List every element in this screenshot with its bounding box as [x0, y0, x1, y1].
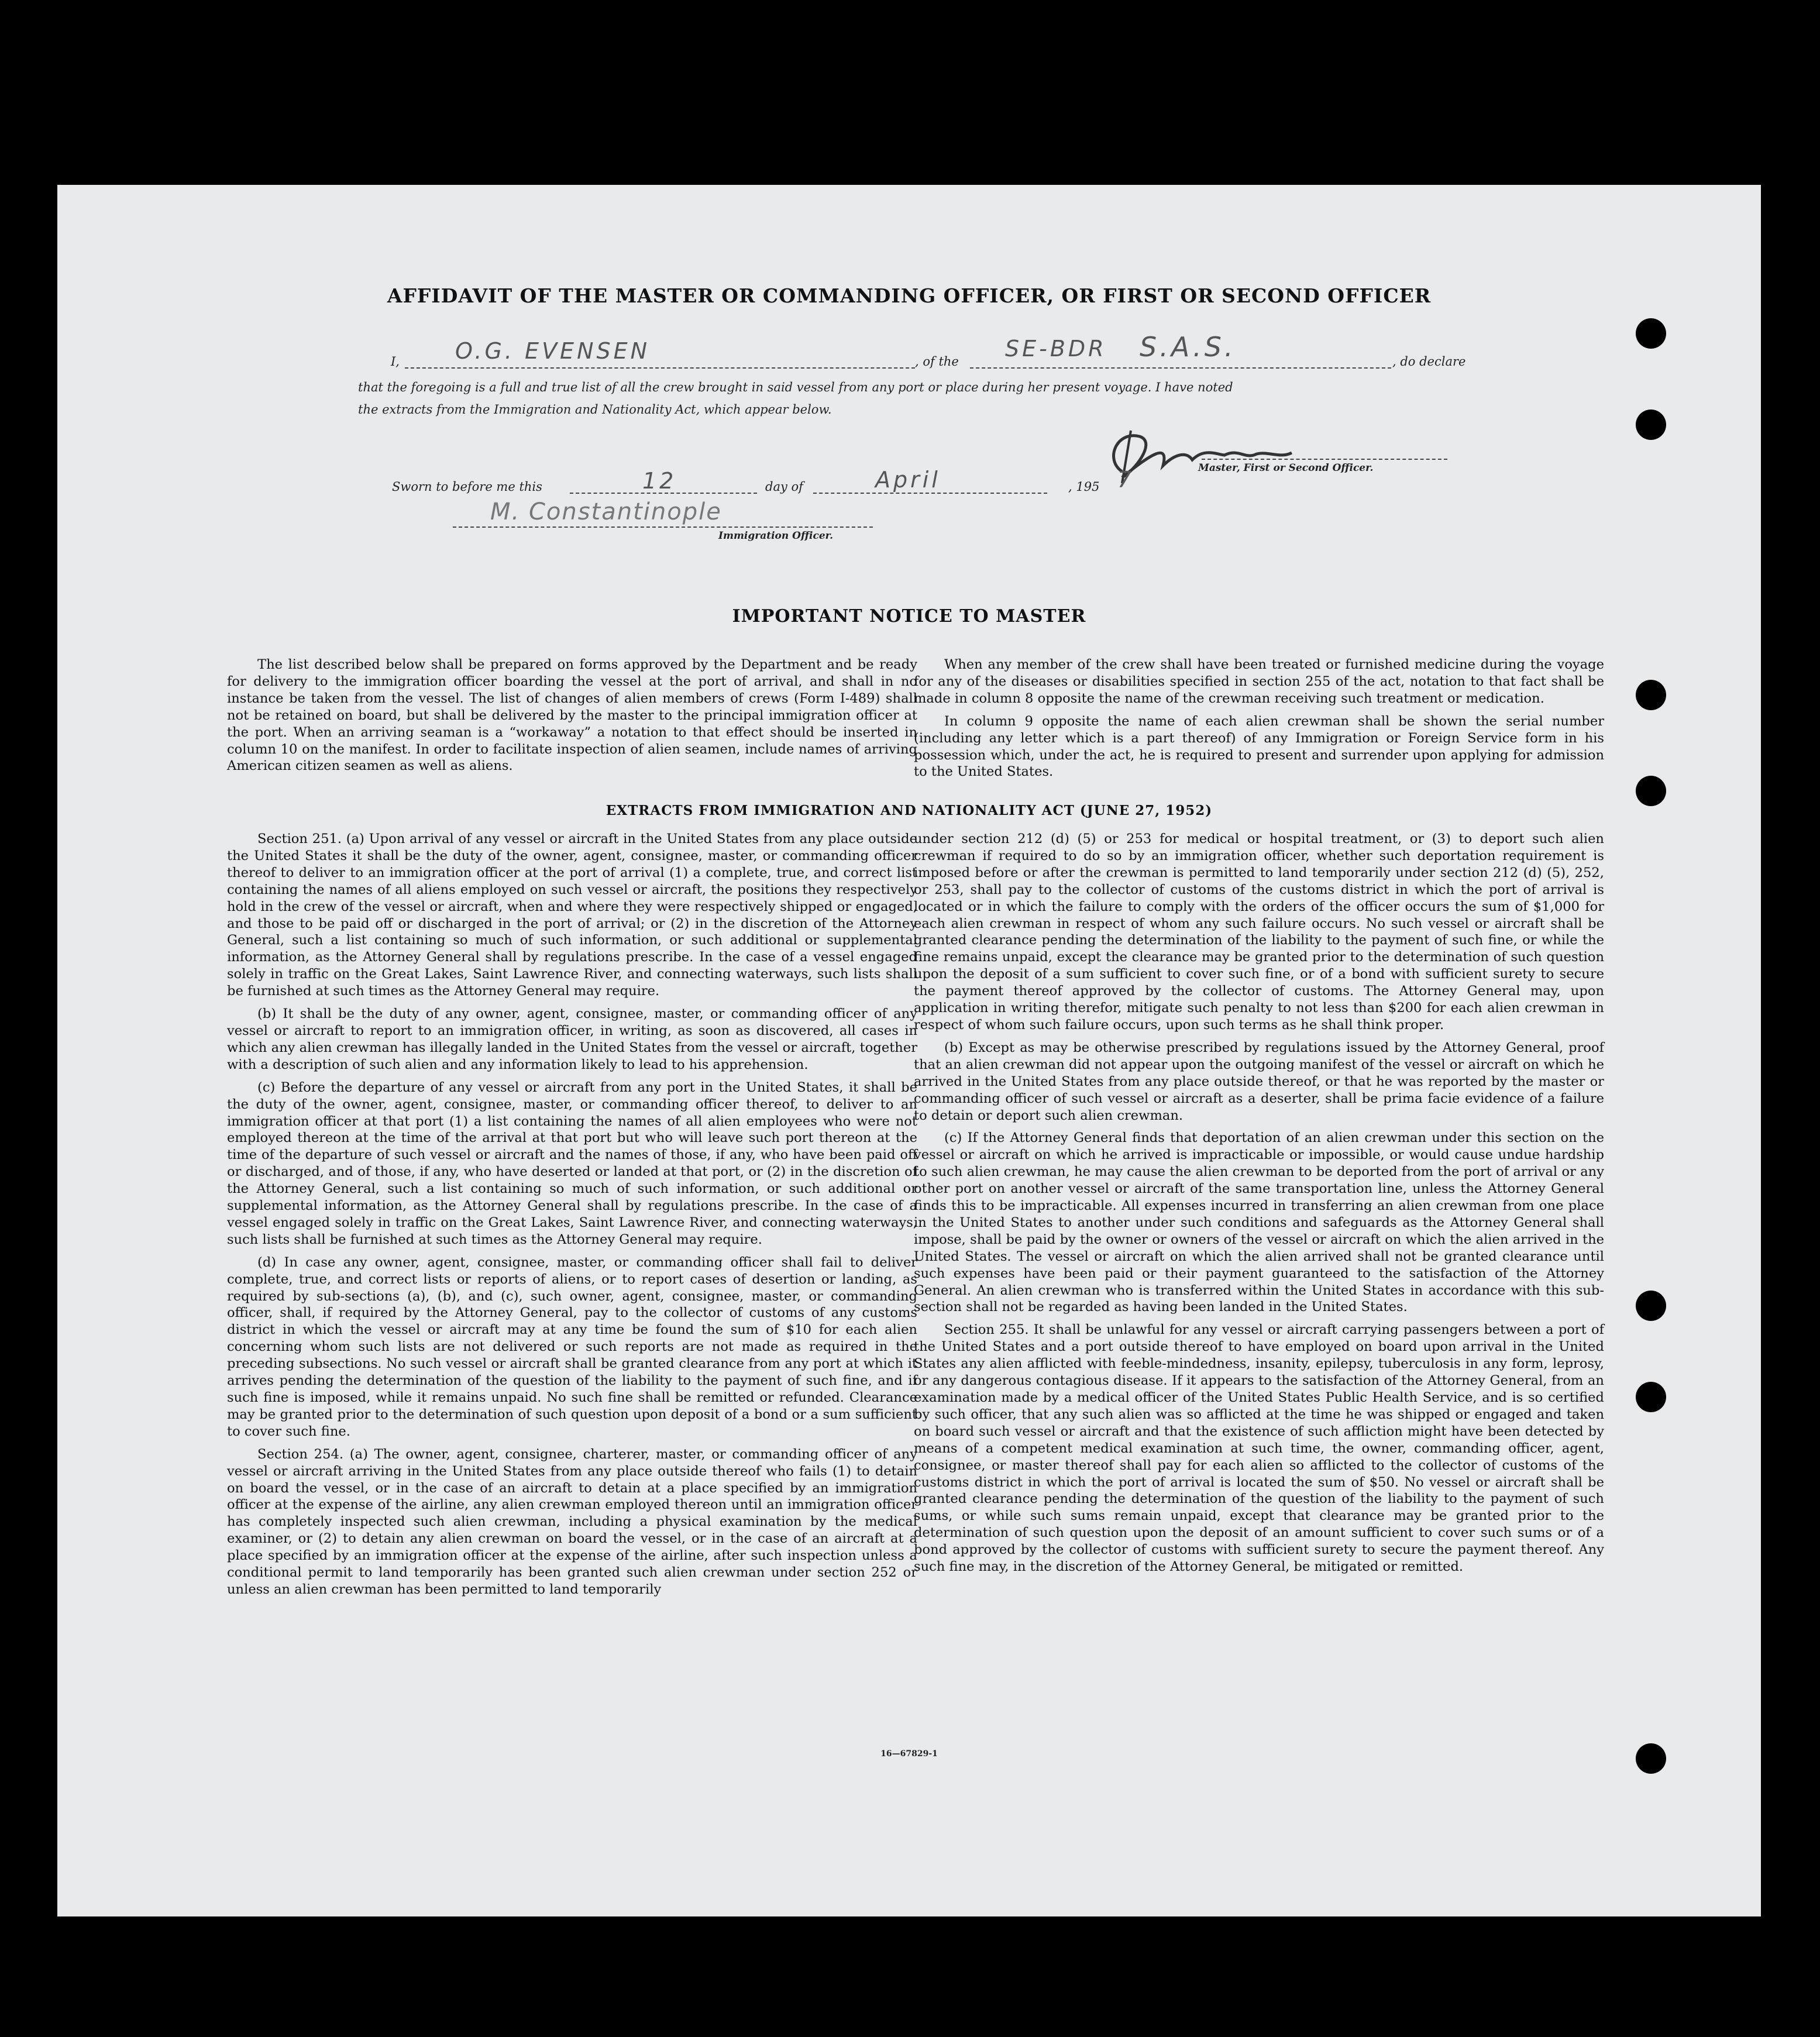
master-caption: Master, First or Second Officer.: [1198, 462, 1374, 474]
punch-hole: [1636, 776, 1666, 806]
notice-left-column: [227, 656, 917, 780]
extract-paragraph: (d) In case any owner, agent, consignee, master, or commanding officer shall fail to deliver complete, true, and correct lists or reports of aliens, or to report cases of desertion or landing, as required by sub-sections (a), (b), and (c), such owner, agent, consignee, master, or commanding officer, shall, if required by the Attorney General, pay to the collector of customs of any customs district in which the vessel or aircraft may at any time be found the sum of $10 for each alien concerning whom such lists are not delivered or such reports are not made as required in the preceding subsections. No such vessel or aircraft shall be granted clearance from any port at which it arrives pending the determination of the question of the liability to the payment of such fine, and if such fine is imposed, while it remains unpaid. No such fine shall be remitted or refunded. Clearance may be granted prior to the determination of such question upon deposit of a bond or a sum sufficient to cover such fine.: [227, 1254, 917, 1439]
punch-hole: [1636, 1743, 1666, 1774]
affidavit-line-3: the extracts from the Immigration and Nationality Act, which appear below.: [358, 402, 832, 417]
extract-paragraph: (c) If the Attorney General finds that deportation of an alien crewman under this section on the vessel or aircraft on which he arrived is impracticable or impossible, or would cause undue hardship to such alien crewman, he may cause the alien crewman to be deported from the port of arrival or any other port on another vessel or aircraft of the same transportation line, unless the Attorney General finds this to be impracticable. All expenses incurred in transferring an alien crewman from one place in the United States to another under such conditions and safeguards as the Attorney General shall impose, shall be paid by the owner or owners of the vessel or aircraft on which the alien arrived in the United States. The vessel or aircraft on which the alien arrived shall not be granted clearance until such expenses have been paid or their payment guaranteed to the satisfaction of the Attorney General. An alien crewman who is transferred within the United States in accordance with this sub-section shall not be regarded as having been landed in the United States.: [914, 1130, 1604, 1315]
punch-hole: [1636, 410, 1666, 440]
sworn-label: Sworn to before me this: [392, 480, 542, 494]
extract-paragraph: Section 254. (a) The owner, agent, consignee, charterer, master, or commanding officer of any vessel or aircraft arriving in the United States from any place outside thereof who fails (1) to detain on board the vessel, or in the case of an aircraft to detain at a place specified by an immigration officer at the expense of the airline, any alien crewman employed thereon until an immigration officer has completely inspected such alien crewman, including a physical examination by the medical examiner, or (2) to detain any alien crewman on board the vessel, or in the case of an aircraft at a place specified by an immigration officer at the expense of the airline, after such inspection unless a conditional permit to land temporarily has been granted such alien crewman under section 252 or unless an alien crewman has been permitted to land temporarily: [227, 1446, 917, 1597]
affidavit-i: I,: [391, 355, 400, 369]
punch-hole: [1636, 318, 1666, 349]
punch-hole: [1636, 1291, 1666, 1321]
notice-title: IMPORTANT NOTICE TO MASTER: [732, 606, 1086, 627]
year-handwritten: 7: [1117, 467, 1135, 493]
officer-signature-blank: [453, 527, 873, 528]
affidavit-declare: , do declare: [1392, 355, 1466, 369]
form-number: 16—67829-1: [880, 1749, 938, 1759]
month-handwritten: April: [875, 467, 941, 493]
affidavit-of-the: , of the: [915, 355, 959, 369]
vessel-suffix-handwritten: S.A.S.: [1140, 331, 1236, 363]
document-page: [57, 185, 1761, 1916]
day-label: day of: [765, 480, 803, 494]
affidavit-line-2: that the foregoing is a full and true list of all the crew brought in said vessel from any port or place during her present voyage. I have noted: [358, 380, 1233, 394]
master-name-handwritten: O.G. EVENSEN: [455, 338, 651, 364]
vessel-blank: [970, 367, 1391, 369]
extract-paragraph: Section 255. It shall be unlawful for any vessel or aircraft carrying passengers between a port of the United States and a port outside thereof to have employed on board upon arrival in the United States any alien afflicted with feeble-mindedness, insanity, epilepsy, tuberculosis in any form, leprosy, or any dangerous contagious disease. If it appears to the satisfaction of the Attorney General, from an examination made by a medical officer of the United States Public Health Service, and is so certified by such officer, that any such alien was so afflicted at the time he was shipped or engaged and taken on board such vessel or aircraft and that the existence of such affliction might have been detected by means of a competent medical examination at such time, the owner, commanding officer, agent, consignee, or master thereof shall pay for each alien so afflicted to the collector of customs of the customs district in which the port of arrival is located the sum of $50. No vessel or aircraft shall be granted clearance pending the determination of the question of the liability to the payment of such sums, or while such sums remain unpaid, except that clearance may be granted prior to the determination of such question upon the deposit of an amount sufficient to cover such sums or of a bond approved by the collector of customs with sufficient surety to secure the payment thereof. Any such fine may, in the discretion of the Attorney General, be mitigated or remitted.: [914, 1322, 1604, 1575]
name-blank: [405, 367, 915, 369]
notice-paragraph: The list described below shall be prepared on forms approved by the Department and be ready for delivery to the immigration officer boarding the vessel at the port of arrival, and shall in no instance be taken from the vessel. The list of changes of alien members of crews (Form I-489) shall not be retained on board, but shall be delivered by the master to the principal immigration officer at the port. When an arriving seaman is a “workaway” a notation to that effect should be inserted in column 10 on the manifest. In order to facilitate inspection of alien seamen, include names of arriving American citizen seamen as well as aliens.: [227, 657, 917, 774]
notice-right-column: [914, 656, 1604, 786]
punch-hole: [1636, 680, 1666, 710]
month-blank: [813, 493, 1047, 494]
extracts-title: EXTRACTS FROM IMMIGRATION AND NATIONALITY ACT (JUNE 27, 1952): [605, 803, 1213, 818]
notice-paragraph: In column 9 opposite the name of each alien crewman shall be shown the serial number (including any letter which is a part thereof) of any Immigration or Foreign Service form in his possession which, under the act, he is required to present and surrender upon applying for admission to the United States.: [914, 713, 1604, 780]
officer-signature-handwritten: M. Constantinople: [490, 498, 722, 525]
extract-paragraph: (c) Before the departure of any vessel or aircraft from any port in the United States, it shall be the duty of the owner, agent, consignee, master, or commanding officer thereof, to deliver to an immigration officer at that port (1) a list containing the names of all alien employees who were not employed thereon at the time of the arrival at that port but who will leave such port thereon at the time of the departure of such vessel or aircraft and the names of those, if any, who have been paid off or discharged, and of those, if any, who have deserted or landed at that port, or (2) in the discretion of the Attorney General, such a list containing so much of such information, or such additional or supplemental information, as the Attorney General shall by regulations prescribe. In the case of a vessel engaged solely in traffic on the Great Lakes, Saint Lawrence River, and connecting waterways, such lists shall be furnished at such times as the Attorney General may require.: [227, 1079, 917, 1247]
extract-paragraph: under section 212 (d) (5) or 253 for medical or hospital treatment, or (3) to deport such alien crewman if required to do so by an immigration officer, whether such deportation requirement is imposed before or after the crewman is permitted to land temporarily under section 212 (d) (5), 252, or 253, shall pay to the collector of customs of the customs district in which the port of arrival is located or in which the failure to comply with the orders of the officer occurs the sum of $1,000 for each alien crewman in respect of whom any such failure occurs. No such vessel or aircraft shall be granted clearance pending the determination of the liability to the payment of such fine, or while the fine remains unpaid, except the clearance may be granted prior to the determination of such question upon the deposit of a sum sufficient to cover such fine, or of a bond with sufficient surety to secure the payment thereof approved by the collector of customs. The Attorney General may, upon application in writing therefor, mitigate such penalty to not less than $200 for each alien crewman in respect of whom such failure occurs, upon such terms as he shall think proper.: [914, 831, 1604, 1033]
officer-caption: Immigration Officer.: [718, 530, 833, 542]
extract-paragraph: (b) Except as may be otherwise prescribed by regulations issued by the Attorney General, proof that an alien crewman did not appear upon the outgoing manifest of the vessel or aircraft on which he arrived in the United States from any place outside thereof, or that he was reported by the master or commanding officer of such vessel or aircraft as a deserter, shall be prima facie evidence of a failure to detain or deport such alien crewman.: [914, 1040, 1604, 1123]
signature-blank: [1202, 459, 1447, 460]
extract-paragraph: Section 251. (a) Upon arrival of any vessel or aircraft in the United States from any place outside the United States it shall be the duty of the owner, agent, consignee, master, or commanding officer thereof to deliver to an immigration officer at the port of arrival (1) a complete, true, and correct list containing the names of all aliens employed on such vessel or aircraft, the positions they respectively hold in the crew of the vessel or aircraft, when and where they were respectively shipped or engaged, and those to be paid off or discharged in the port of arrival; or (2) in the discretion of the Attorney General, such a list containing so much of such information, or such additional or supplemental information, as the Attorney General shall by regulations prescribe. In the case of a vessel engaged solely in traffic on the Great Lakes, Saint Lawrence River, and connecting waterways, such lists shall be furnished at such times as the Attorney General may require.: [227, 831, 917, 999]
day-handwritten: 12: [642, 468, 677, 494]
extracts-left-column: [227, 831, 917, 1604]
affidavit-title: AFFIDAVIT OF THE MASTER OR COMMANDING OFFICER, OR FIRST OR SECOND OFFICER: [387, 284, 1432, 307]
extract-paragraph: (b) It shall be the duty of any owner, agent, consignee, master, or commanding officer of any vessel or aircraft to report to an immigration officer, in writing, as soon as discovered, all cases in which any alien crewman has illegally landed in the United States from the vessel or aircraft, together with a description of such alien and any information likely to lead to his apprehension.: [227, 1006, 917, 1072]
master-signature: [1099, 419, 1344, 489]
notice-paragraph: When any member of the crew shall have been treated or furnished medicine during the voyage for any of the diseases or disabilities specified in section 255 of the act, notation to that fact shall be made in column 8 opposite the name of the crewman receiving such treatment or medication.: [914, 657, 1604, 706]
vessel-name-handwritten: SE-BDR: [1005, 336, 1107, 362]
year-prefix: , 195: [1068, 480, 1100, 494]
punch-hole: [1636, 1382, 1666, 1412]
extracts-right-column: [914, 831, 1604, 1581]
